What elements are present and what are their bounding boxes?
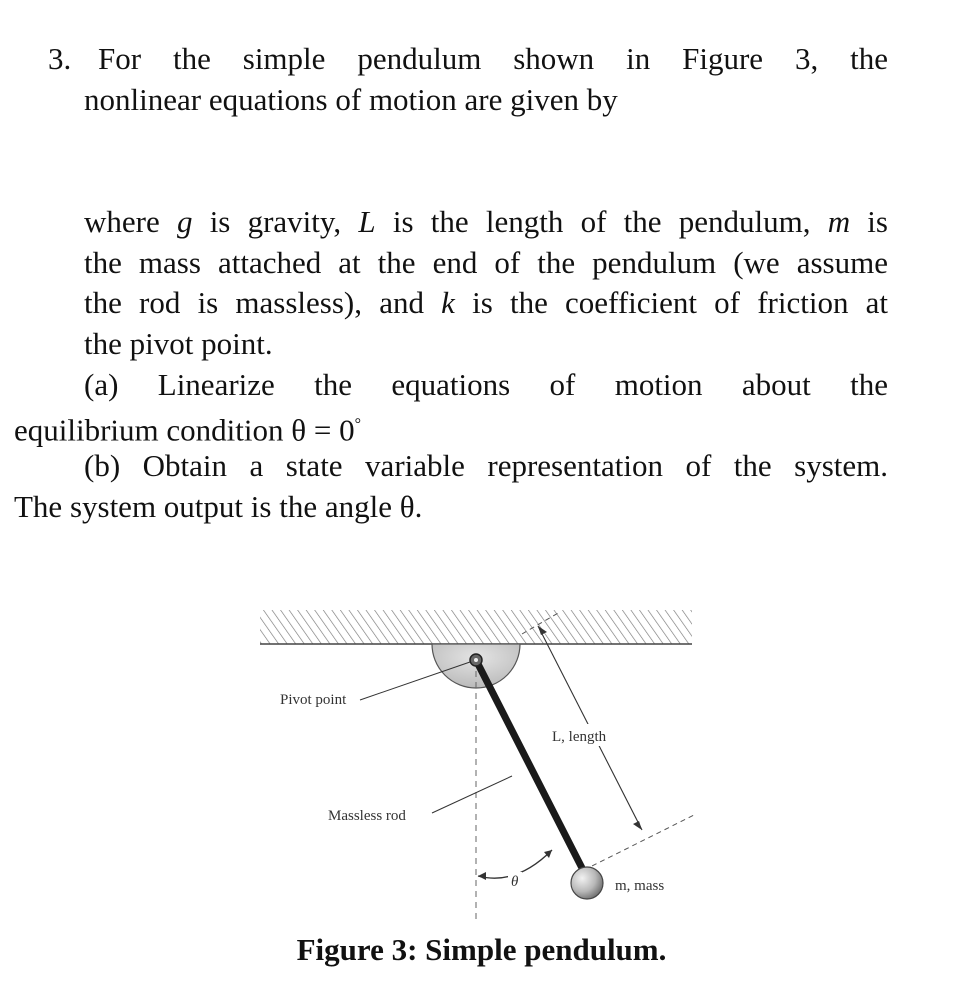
part-a-line-2: equilibrium condition θ = 0° — [14, 412, 361, 448]
friction-line: the rod is massless), and k is the coefficient of friction at — [84, 285, 888, 320]
length-arrow-bottom — [633, 821, 642, 830]
rod-label: Massless rod — [328, 808, 406, 824]
mass-label: m, mass — [615, 878, 665, 894]
pivot-line: the pivot point. — [84, 326, 273, 361]
intro-line-1: For the simple pendulum shown in Figure 3, the — [98, 41, 888, 76]
part-b-line-1: (b) Obtain a state variable representation of the system. — [84, 448, 888, 483]
rod-leader — [432, 776, 512, 813]
pendulum-bob — [571, 867, 603, 899]
where-line: where g is gravity, L is the length of the pendulum, m is — [84, 204, 888, 239]
pivot-label: Pivot point — [280, 692, 347, 708]
length-label: L, length — [552, 729, 607, 745]
mass-line: the mass attached at the end of the pendulum (we assume — [84, 245, 888, 280]
part-a-line-1: (a) Linearize the equations of motion about the — [84, 367, 888, 402]
part-b-line-2: The system output is the angle θ. — [14, 489, 423, 524]
figure-caption: Figure 3: Simple pendulum. — [296, 932, 667, 967]
pendulum-figure — [256, 600, 696, 930]
problem-number: 3. — [48, 41, 72, 76]
length-extension-bottom — [584, 814, 696, 870]
theta-arrow-tail — [478, 872, 486, 880]
theta-label: θ — [511, 874, 519, 890]
pivot-pin-center — [474, 658, 478, 662]
intro-line-2: nonlinear equations of motion are given by — [84, 82, 618, 117]
massless-rod — [476, 660, 582, 868]
ceiling-hatch — [260, 610, 692, 644]
